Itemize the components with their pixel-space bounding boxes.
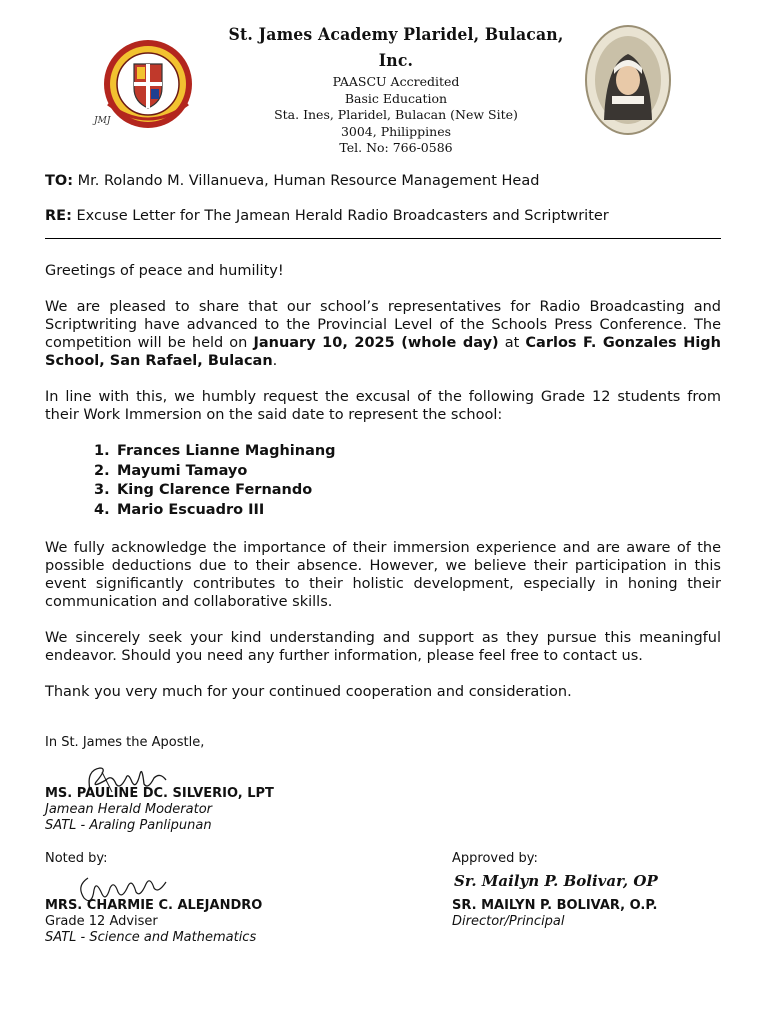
closing-line: In St. James the Apostle,	[45, 735, 205, 750]
accreditation: PAASCU Accredited	[332, 74, 460, 89]
paragraph-support: We sincerely seek your kind understanding and support as they pursue this meaningful endeavor. Should you need any further information, please feel free to contact us.	[45, 629, 721, 664]
competition-venue: Carlos F. Gonzales High School, San Rafael, Bulacan	[45, 335, 722, 369]
to-recipient: Mr. Rolando M. Villanueva, Human Resource Management Head	[77, 173, 540, 189]
principal-name: SR. MAILYN P. BOLIVAR, O.P.	[452, 898, 658, 913]
education-level: Basic Education	[344, 90, 448, 106]
competition-date: January 10, 2025 (whole day)	[253, 335, 499, 351]
address: Sta. Ines, Plaridel, Bulacan (New Site)	[274, 107, 518, 122]
header-divider	[45, 238, 721, 239]
zip-country: 3004, Philippines	[340, 123, 452, 139]
school-name: St. James Academy Plaridel, Bulacan, Inc.	[228, 25, 564, 71]
approved-by-label: Approved by:	[452, 851, 538, 866]
letterhead	[86, 14, 680, 155]
list-number: 3.	[94, 482, 110, 499]
to-label: TO:	[45, 173, 74, 189]
greeting: Greetings of peace and humility!	[45, 263, 284, 279]
list-number: 2.	[94, 462, 110, 479]
adviser-subject: SATL - Science and Mathematics	[45, 930, 257, 945]
principal-signatory	[452, 898, 657, 930]
paragraph-competition	[45, 298, 721, 370]
principal-role: Director/Principal	[452, 914, 565, 929]
re-label: RE:	[45, 208, 72, 224]
adviser-signatory	[45, 898, 262, 946]
p1-end: .	[272, 353, 278, 369]
student-name: King Clarence Fernando	[117, 482, 313, 499]
re-subject: Excuse Letter for The Jamean Herald Radio Broadcasters and Scriptwriter	[76, 208, 609, 224]
jmj-mark: JMJ	[94, 116, 111, 126]
to-line	[45, 172, 539, 190]
list-number: 4.	[94, 502, 110, 519]
adviser-role: Grade 12 Adviser	[45, 914, 158, 929]
list-item	[94, 442, 721, 462]
re-line	[45, 207, 609, 225]
moderator-name: MS. PAULINE DC. SILVERIO, LPT	[45, 786, 274, 801]
moderator-role: Jamean Herald Moderator	[45, 802, 213, 817]
student-name: Mario Escuadro III	[117, 502, 265, 519]
paragraph-thanks: Thank you very much for your continued cooperation and consideration.	[45, 683, 572, 700]
adviser-name: MRS. CHARMIE C. ALEJANDRO	[45, 898, 263, 913]
telephone: Tel. No: 766-0586	[339, 140, 453, 155]
list-item	[94, 481, 721, 501]
p1-text: We are pleased to share that our school’s representatives for Radio Broadcasting and Scriptwriting have advanced to the Provincial Level of the Schools Press Conference. The competition will be held on	[45, 299, 721, 351]
principal-signature: Sr. Mailyn P. Bolivar, OP	[454, 872, 658, 890]
student-name: Mayumi Tamayo	[117, 462, 248, 479]
list-number: 1.	[94, 443, 110, 459]
patron-portrait-seal	[584, 24, 672, 136]
list-item	[94, 501, 721, 521]
paragraph-request: In line with this, we humbly request the excusal of the following Grade 12 students from their Work Immersion on the said date to represent the school:	[45, 389, 721, 423]
student-list	[45, 442, 721, 521]
student-name: Frances Lianne Maghinang	[117, 443, 336, 459]
moderator-signatory	[45, 786, 274, 834]
moderator-subject: SATL - Araling Panlipunan	[45, 818, 212, 833]
list-item	[94, 462, 721, 482]
noted-by-label: Noted by:	[45, 851, 108, 866]
paragraph-acknowledgement: We fully acknowledge the importance of their immersion experience and are aware of the possible deductions due to their absence. However, we believe their participation in this event significantly contributes to their holistic development, especially in honing their communication and collaborative skills.	[45, 539, 721, 610]
letter-body	[45, 262, 721, 701]
letterhead-text	[196, 22, 596, 157]
school-seal-logo	[98, 38, 198, 130]
p1-at: at	[498, 335, 526, 351]
